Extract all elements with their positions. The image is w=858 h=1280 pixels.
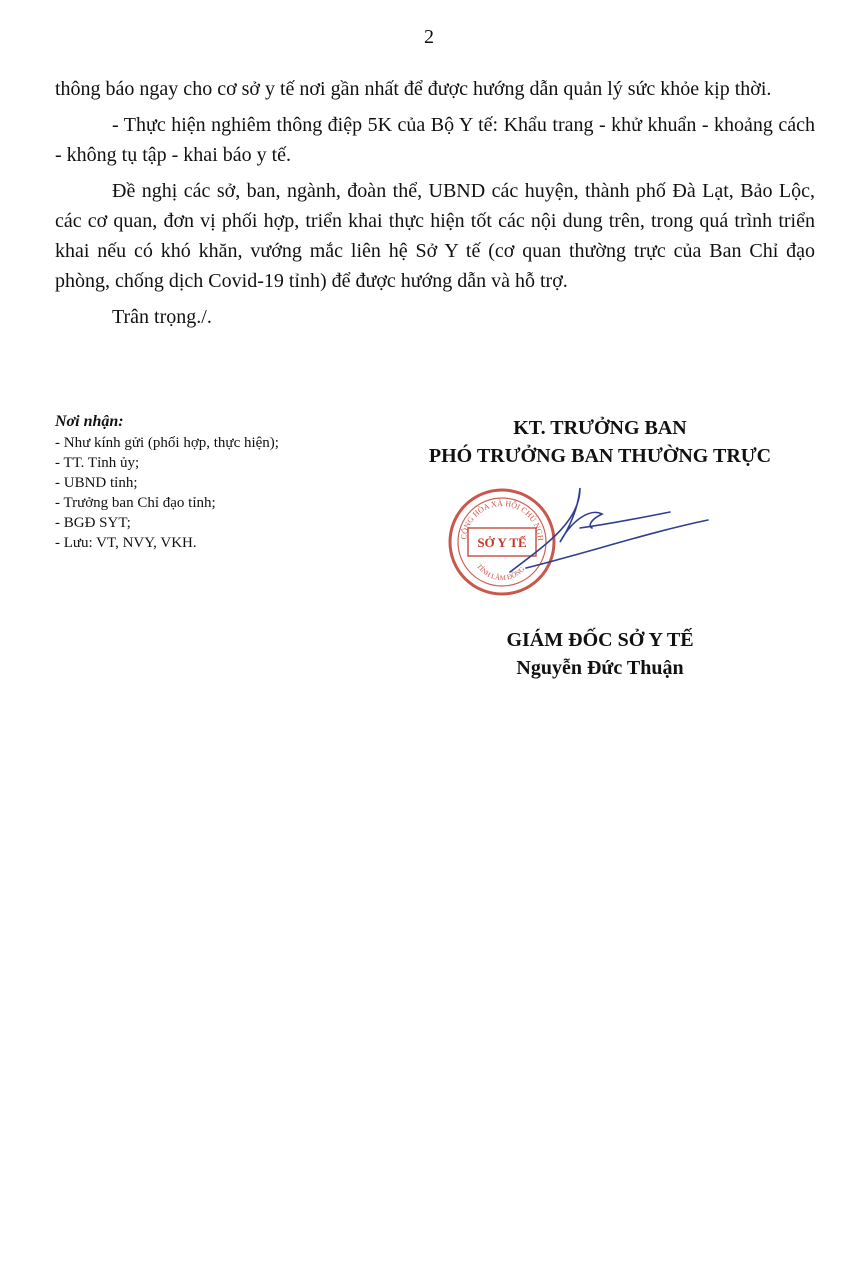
signature-line-2: PHÓ TRƯỞNG BAN THƯỜNG TRỰC	[428, 445, 772, 467]
recipients-list	[55, 433, 385, 553]
paragraph-5k-message: - Thực hiện nghiêm thông điệp 5K của Bộ Y tế: Khẩu trang - khử khuẩn - khoảng cách - không tụ tập - khai báo y tế.	[55, 114, 815, 166]
paragraph-request: Đề nghị các sở, ban, ngành, đoàn thể, UBND các huyện, thành phố Đà Lạt, Bảo Lộc, các cơ quan, đơn vị phối hợp, triển khai thực hiện tốt các nội dung trên, trong quá trình triển khai nếu có khó khăn, vướng mắc liên hệ Sở Y tế (cơ quan thường trực của Ban Chỉ đạo phòng, chống dịch Covid-19 tỉnh) để được hướng dẫn và hỗ trợ.	[55, 180, 815, 292]
official-stamp-and-signature	[440, 480, 740, 610]
paragraph-closing: Trân trọng./.	[112, 306, 212, 328]
recipients-block	[55, 412, 385, 553]
stamp-bottom-text: TỈNH LÂM ĐỒNG	[474, 562, 527, 583]
recipients-title: Nơi nhận:	[55, 413, 124, 430]
stamp-svg	[440, 480, 740, 610]
signer-position: GIÁM ĐỐC SỞ Y TẾ	[506, 629, 694, 651]
stamp-center-text: SỞ Y TẾ	[477, 535, 527, 550]
recipient-item: - TT. Tỉnh ủy;	[55, 455, 140, 471]
stamp-ring-text: CỘNG HÒA XÃ HỘI CHỦ NGH	[459, 498, 546, 542]
paragraph-continuation: thông báo ngay cho cơ sở y tế nơi gần nhất để được hướng dẫn quản lý sức khỏe kịp thời.	[55, 78, 772, 100]
page-number: 2	[424, 26, 434, 48]
signer-name: Nguyễn Đức Thuận	[516, 657, 684, 679]
document-body	[55, 74, 815, 338]
signature-line-1: KT. TRƯỞNG BAN	[513, 417, 687, 439]
recipient-item: - Trưởng ban Chỉ đạo tỉnh;	[55, 495, 216, 511]
recipient-item: - Lưu: VT, NVY, VKH.	[55, 535, 197, 551]
signature-title	[380, 414, 820, 470]
recipient-item: - UBND tỉnh;	[55, 475, 138, 491]
recipient-item: - BGĐ SYT;	[55, 515, 131, 531]
recipient-item: - Như kính gửi (phối hợp, thực hiện);	[55, 435, 279, 451]
signer-block	[380, 626, 820, 682]
